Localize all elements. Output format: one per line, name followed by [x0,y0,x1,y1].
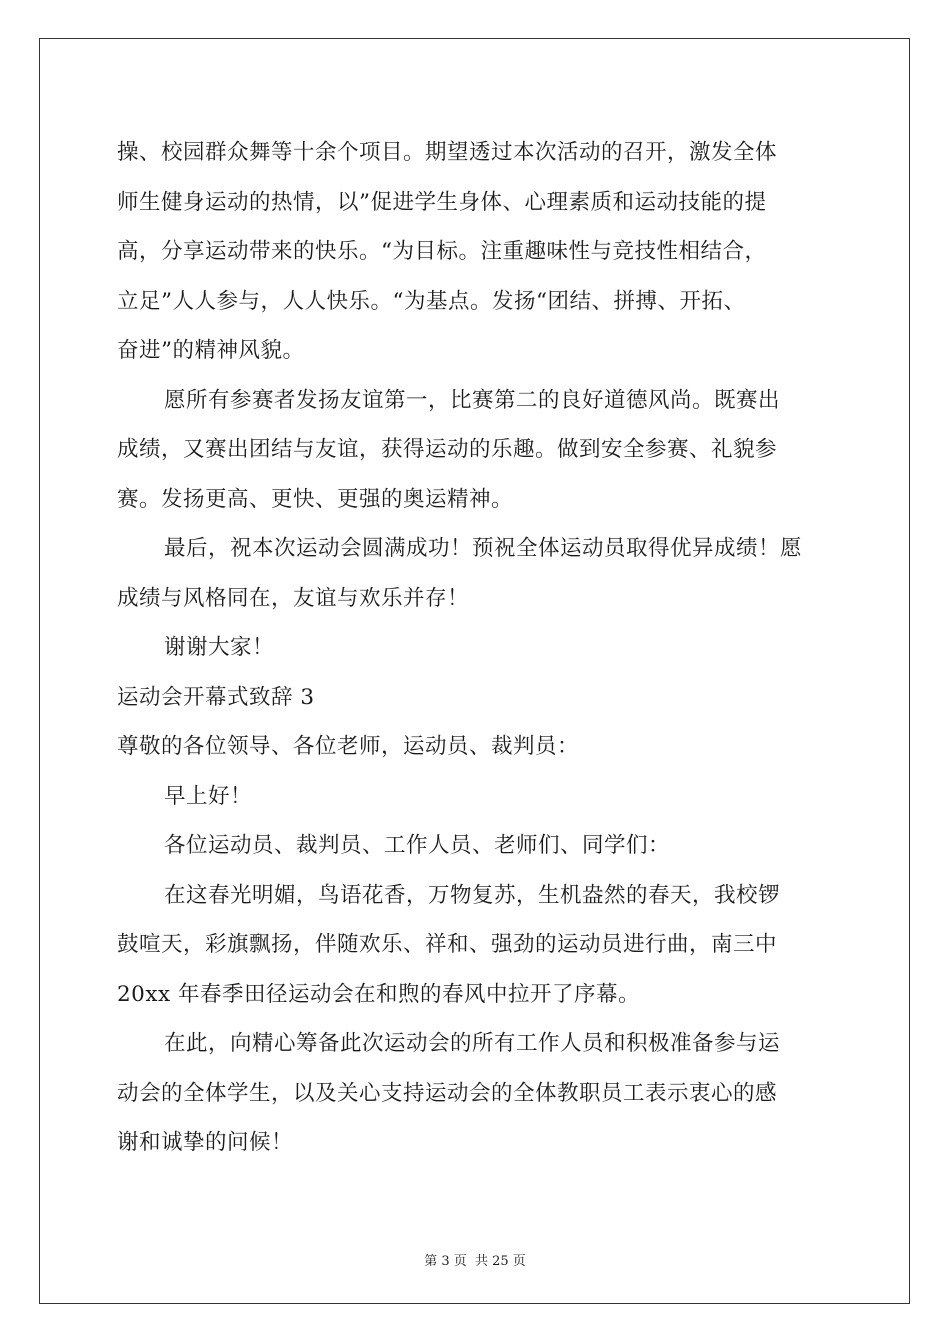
text-line: 师生健身运动的热情，以”促进学生身体、心理素质和运动技能的提 [117,189,767,215]
text-line: 20xx 年春季田径运动会在和煦的春风中拉开了序幕。 [117,981,640,1007]
text-line: 各位运动员、裁判员、工作人员、老师们、同学们： [164,833,671,858]
text-line: 最后，祝本次运动会圆满成功！预祝全体运动员取得优异成绩！愿 [164,536,803,561]
text-line: 早上好！ [164,783,253,809]
text-line: 谢谢大家！ [164,635,275,660]
text-line: 动会的全体学生，以及关心支持运动会的全体教职员工表示衷心的感 [117,1080,778,1106]
text-line: 愿所有参赛者发扬友谊第一，比赛第二的良好道德风尚。既赛出 [164,387,781,413]
text-line: 成绩与风格同在，友谊与欢乐并存！ [117,585,470,611]
text-line: 在这春光明媚，鸟语花香，万物复苏，生机盎然的春天，我校锣 [164,882,781,908]
text-line: 尊敬的各位领导、各位老师，运动员、裁判员： [117,734,580,759]
text-line: 运动会开幕式致辞 3 [117,684,315,710]
text-line: 成绩，又赛出团结与友谊，获得运动的乐趣。做到安全参赛、礼貌参 [117,437,778,462]
text-line: 立足”人人参与，人人快乐。“为基点。发扬“团结、拼搏、开拓、 [117,288,746,314]
text-line: 鼓喧天，彩旗飘扬，伴随欢乐、祥和、强劲的运动员进行曲，南三中 [117,932,778,957]
text-line: 操、校园群众舞等十余个项目。期望透过本次活动的召开，激发全体 [117,140,778,165]
document-body [117,128,833,1168]
text-line: 赛。发扬更高、更快、更强的奥运精神。 [117,486,514,512]
text-line: 高，分享运动带来的快乐。“为目标。注重趣味性与竞技性相结合， [117,239,767,264]
text-line: 谢和诚挚的问候！ [117,1130,294,1155]
page-number-footer: 第 3 页 共 25 页 [424,1254,526,1269]
text-line: 在此，向精心筹备此次运动会的所有工作人员和积极准备参与运 [164,1031,781,1056]
text-line: 奋进”的精神风貌。 [117,338,305,363]
